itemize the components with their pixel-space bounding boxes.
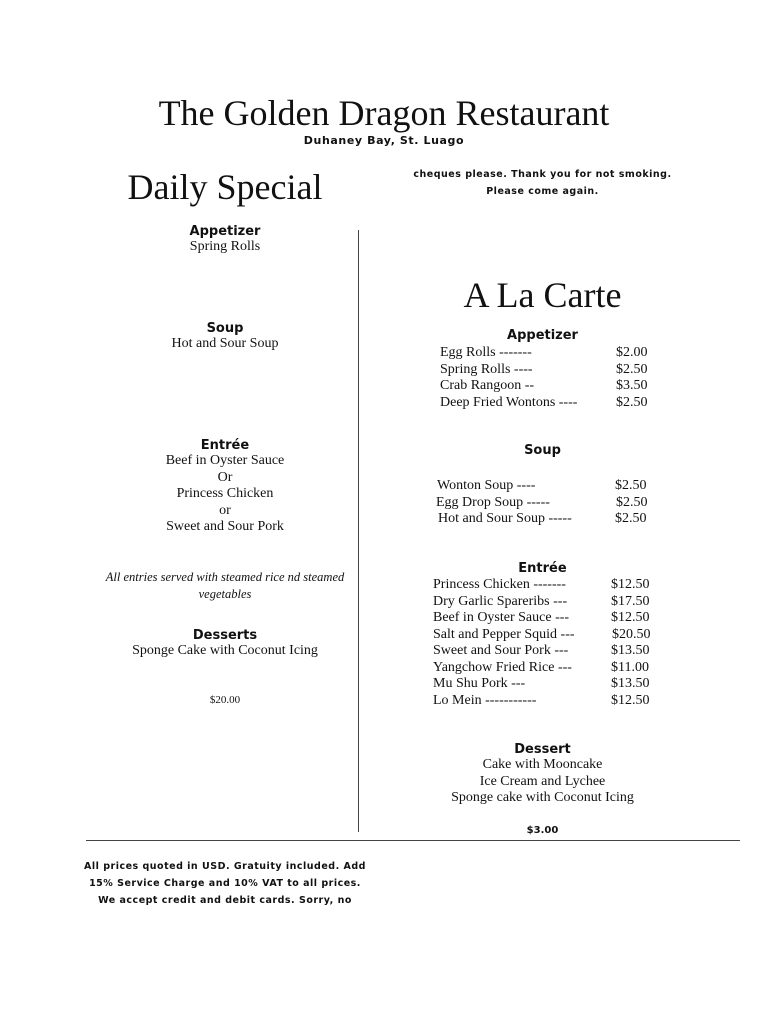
daily-entree-item: Princess Chicken <box>176 486 274 501</box>
menu-row <box>440 511 645 528</box>
a-la-carte-title: A La Carte <box>463 275 622 315</box>
menu-row <box>433 660 653 677</box>
daily-desserts-item: Sponge Cake with Coconut Icing <box>132 643 318 658</box>
alc-entree-heading: Entrée <box>518 561 567 576</box>
daily-entree-item: Sweet and Sour Pork <box>166 519 284 534</box>
daily-entree-item: or <box>219 502 231 518</box>
item-name: Egg Drop Soup ----- <box>436 494 550 510</box>
footer-rule <box>86 840 740 841</box>
restaurant-address: Duhaney Bay, St. Luago <box>303 134 465 147</box>
menu-row <box>433 693 653 710</box>
daily-entree-heading: Entrée <box>200 438 250 453</box>
daily-special-note: All entries served with steamed rice nd steamed vegetables <box>105 570 345 601</box>
daily-special-title: Daily Special <box>127 167 323 207</box>
item-name: Sweet and Sour Pork --- <box>433 643 569 658</box>
item-price: $20.50 <box>612 626 651 642</box>
restaurant-title: The Golden Dragon Restaurant <box>158 93 610 133</box>
menu-row <box>433 610 653 627</box>
menu-row <box>433 577 653 594</box>
item-name: Crab Rangoon -- <box>440 378 535 393</box>
menu-row <box>436 494 648 512</box>
daily-desserts-heading: Desserts <box>192 628 258 643</box>
item-name: Beef in Oyster Sauce --- <box>433 610 570 625</box>
item-price: $2.50 <box>616 394 648 410</box>
daily-entree-item: Beef in Oyster Sauce <box>165 453 285 468</box>
item-price: $2.50 <box>615 511 647 526</box>
menu-row <box>433 594 653 611</box>
item-name: Yangchow Fried Rice --- <box>433 659 572 675</box>
item-price: $12.50 <box>611 692 650 708</box>
item-price: $2.50 <box>615 478 647 493</box>
daily-entree-section <box>100 438 350 536</box>
daily-entree-item: Or <box>217 469 233 485</box>
menu-row <box>433 627 653 644</box>
item-name: Deep Fried Wontons ---- <box>440 394 578 410</box>
alc-dessert-section <box>440 742 645 807</box>
item-price: $2.50 <box>616 361 648 377</box>
alc-soup-section <box>436 478 648 528</box>
alc-appetizer-heading: Appetizer <box>507 328 578 343</box>
item-price: $2.50 <box>616 494 648 510</box>
alc-dessert-price: $3.00 <box>526 825 559 836</box>
item-price: $17.50 <box>611 593 650 609</box>
notice-line: All prices quoted in USD. Gratuity included. Add <box>84 861 366 872</box>
item-price: $12.50 <box>611 610 650 625</box>
item-name: Hot and Sour Soup ----- <box>438 511 572 526</box>
item-name: Egg Rolls ------- <box>440 345 532 360</box>
alc-dessert-item: Sponge cake with Coconut Icing <box>451 790 634 805</box>
menu-row <box>437 478 647 495</box>
item-name: Princess Chicken ------- <box>433 577 566 592</box>
daily-soup-heading: Soup <box>206 321 244 336</box>
menu-row <box>440 361 648 379</box>
daily-appetizer-item: Spring Rolls <box>189 239 261 254</box>
alc-entree-section <box>433 577 653 709</box>
alc-dessert-item: Ice Cream and Lychee <box>479 773 606 789</box>
notice-line: Please come again. <box>486 186 599 197</box>
menu-row <box>440 345 648 362</box>
column-divider <box>358 230 359 832</box>
item-price: $3.50 <box>616 378 648 393</box>
item-name: Spring Rolls ---- <box>440 361 533 377</box>
notice-prices <box>80 858 370 909</box>
item-price: $13.50 <box>611 676 650 691</box>
menu-row <box>440 394 648 412</box>
notice-continuation <box>400 166 685 200</box>
daily-special-price: $20.00 <box>209 694 241 706</box>
item-name: Salt and Pepper Squid --- <box>433 626 575 642</box>
item-name: Lo Mein ----------- <box>433 692 537 708</box>
item-price: $11.00 <box>611 659 649 675</box>
item-price: $12.50 <box>611 577 650 592</box>
item-price: $13.50 <box>611 643 650 658</box>
daily-soup-item: Hot and Sour Soup <box>171 336 279 351</box>
notice-line: We accept credit and debit cards. Sorry, no <box>98 895 352 906</box>
alc-soup-heading: Soup <box>524 443 561 458</box>
item-name: Dry Garlic Spareribs --- <box>433 593 568 609</box>
daily-appetizer-heading: Appetizer <box>189 224 261 239</box>
menu-row <box>440 378 648 395</box>
item-name: Mu Shu Pork --- <box>433 676 526 691</box>
alc-dessert-heading: Dessert <box>514 742 571 757</box>
daily-soup-section <box>100 321 350 353</box>
notice-line: cheques please. Thank you for not smoking. <box>413 169 672 180</box>
alc-appetizer-section <box>440 328 648 411</box>
item-name: Wonton Soup ---- <box>437 478 536 493</box>
alc-dessert-item: Cake with Mooncake <box>482 757 603 772</box>
daily-appetizer-section <box>100 224 350 256</box>
notice-line: 15% Service Charge and 10% VAT to all prices. <box>89 878 361 889</box>
item-price: $2.00 <box>616 345 648 360</box>
menu-row <box>433 676 653 693</box>
daily-desserts-section <box>100 628 350 660</box>
menu-row <box>433 643 653 660</box>
